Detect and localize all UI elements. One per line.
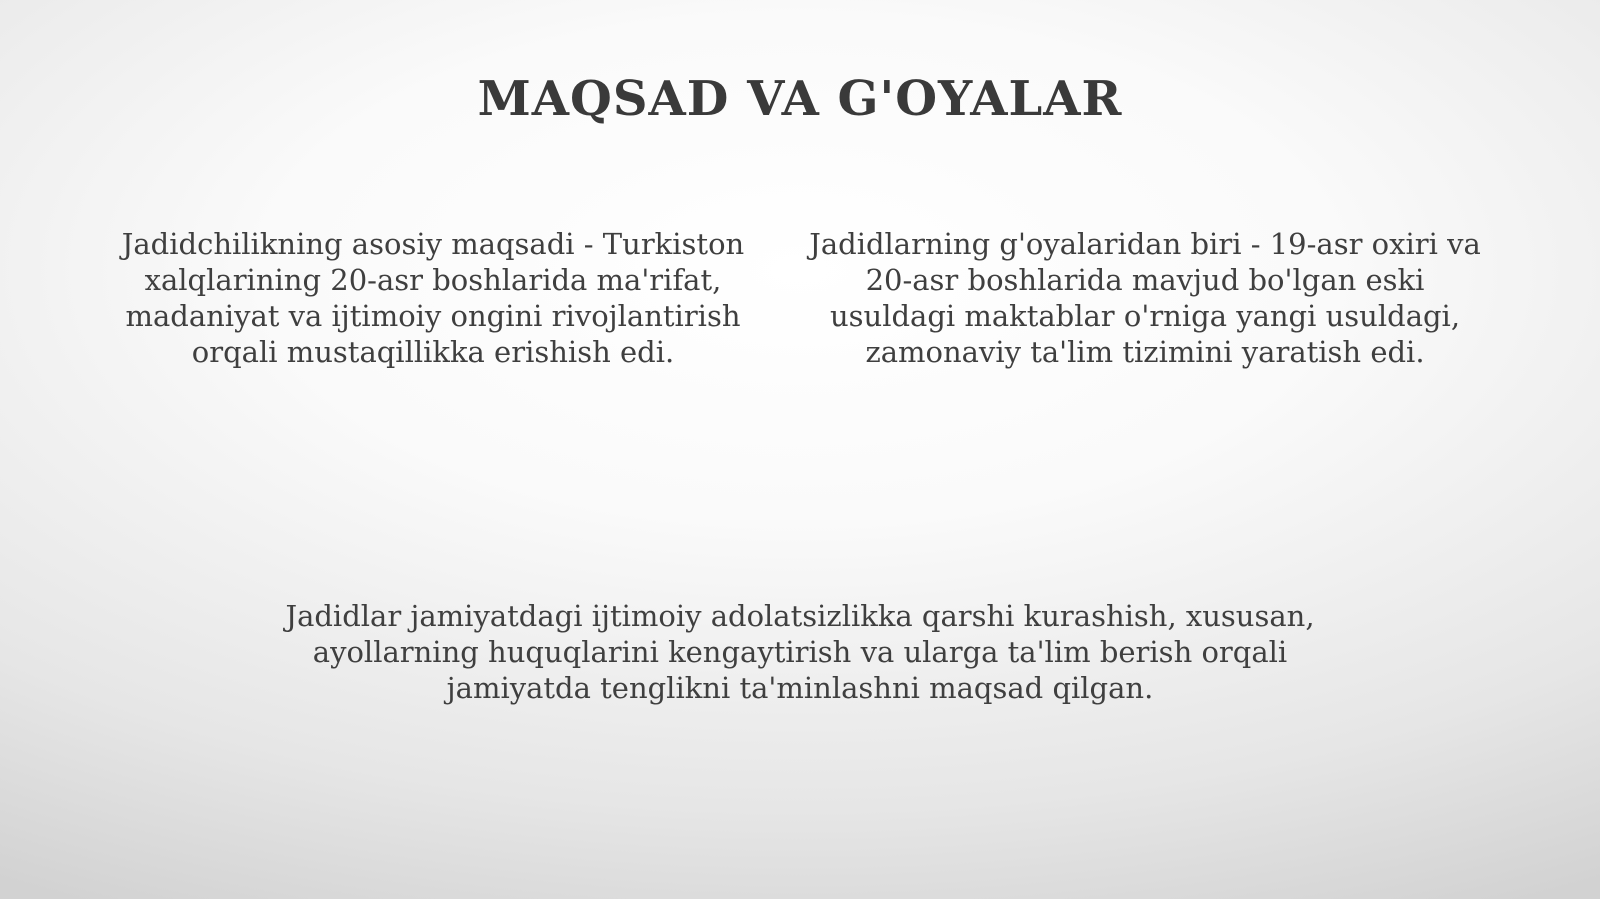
paragraph-social-justice: Jadidlar jamiyatdagi ijtimoiy adolatsizlikka qarshi kurashish, xususan, ayollarning huquqlarini kengaytirish va ularga ta'lim berish orqali jamiyatda tenglikni ta'minlashni maqsad qilgan. [285,599,1315,705]
paragraph-education-idea: Jadidlarning g'oyalaridan biri - 19-asr oxiri va 20-asr boshlarida mavjud bo'lgan eski usuldagi maktablar o'rniga yangi usuldagi, zamonaviy ta'lim tizimini yaratish edi. [809,227,1481,369]
slide-title: MAQSAD VA G'OYALAR [477,71,1123,127]
paragraph-main-goal: Jadidchilikning asosiy maqsadi - Turkiston xalqlarining 20-asr boshlarida ma'rifat, madaniyat va ijtimoiy ongini rivojlantirish orqali mustaqillikka erishish edi. [121,227,745,369]
